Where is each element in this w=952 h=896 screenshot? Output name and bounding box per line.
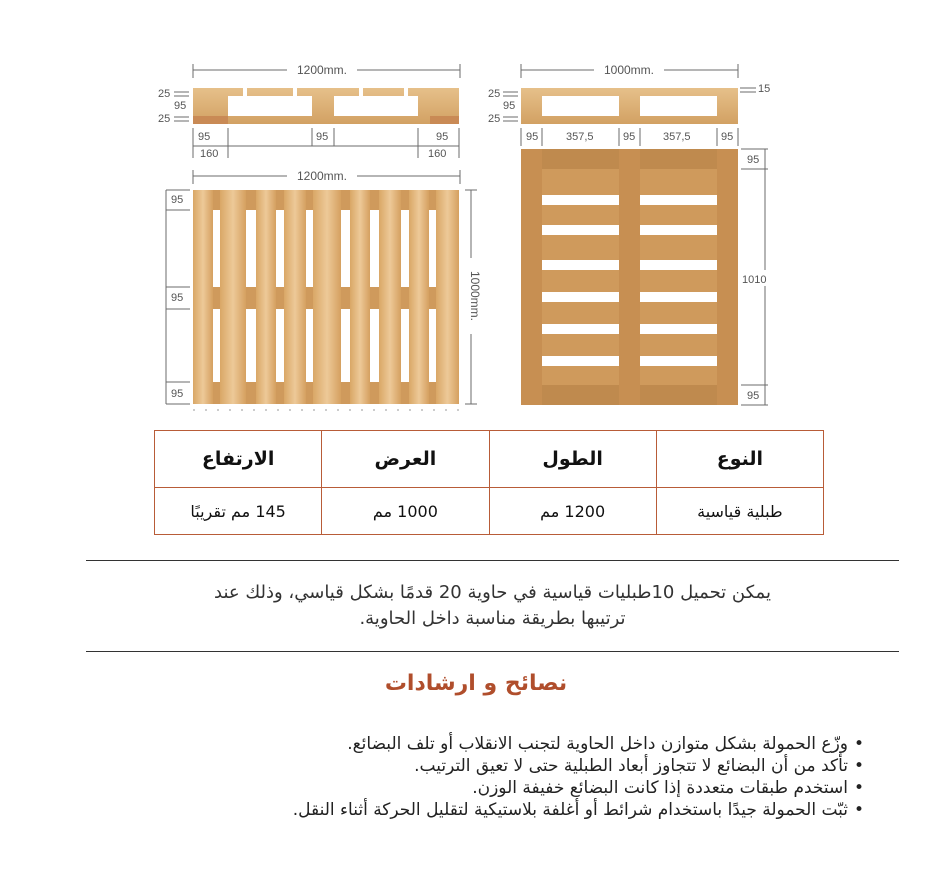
divider-bottom (86, 651, 899, 652)
right-board-dim-1: 95 (747, 154, 760, 166)
left-block-spacing-2: 160 (428, 148, 447, 160)
divider-top (86, 560, 899, 561)
left-block-dim-3: 95 (436, 131, 449, 143)
left-plank-width-label: 1200mm. (296, 169, 348, 183)
cell-type: طبلية قياسية (656, 488, 823, 535)
pallet-spec-table (154, 430, 824, 535)
cell-width: 1000 مم (322, 488, 489, 535)
left-top-width-label: 1200mm. (296, 63, 348, 77)
right-pallet-top-view (521, 149, 768, 405)
list-item: • تأكد من أن البضائع لا تتجاوز أبعاد الطبلية حتى لا تعيق الترتيب. (293, 755, 866, 777)
left-side-height-3: 25 (158, 113, 171, 125)
right-pallet-side-view (488, 62, 770, 146)
right-board-dim-3: 95 (747, 390, 760, 402)
table-row (155, 488, 824, 535)
tips-title: نصائح و ارشادات (384, 671, 568, 696)
pallet-dimension-diagram (0, 0, 952, 420)
right-block-dim-2: 357,5 (566, 131, 594, 143)
right-block-dim-3: 95 (623, 131, 636, 143)
right-board-dim-2: 1010 (742, 274, 767, 286)
right-side-height-1: 25 (488, 88, 501, 100)
header-width: العرض (322, 431, 489, 488)
right-block-dim-5: 95 (721, 131, 734, 143)
left-board-dim-2: 95 (171, 292, 184, 304)
container-capacity-note (86, 580, 899, 632)
left-side-height-1: 25 (158, 88, 171, 100)
header-type: النوع (656, 431, 823, 488)
cell-height: 145 مم تقريبًا (155, 488, 322, 535)
list-item: • ثبّت الحمولة جيدًا باستخدام شرائط أو أغلفة بلاستيكية لتقليل الحركة أثناء النقل. (293, 799, 866, 821)
header-height: الارتفاع (155, 431, 322, 488)
left-board-dim-1: 95 (171, 194, 184, 206)
left-board-dim-3: 95 (171, 388, 184, 400)
left-block-dim-1: 95 (198, 131, 211, 143)
right-side-height-3: 25 (488, 113, 501, 125)
left-block-dim-2: 95 (316, 131, 329, 143)
table-header-row (155, 431, 824, 488)
right-top-thickness: 15 (758, 83, 771, 95)
left-pallet-side-view (158, 62, 460, 160)
right-side-height-2: 95 (503, 100, 516, 112)
note-line-2: ترتيبها بطريقة مناسبة داخل الحاوية. (359, 608, 626, 629)
cell-length: 1200 مم (489, 488, 656, 535)
left-side-height-2: 95 (174, 100, 187, 112)
right-block-dim-4: 357,5 (663, 131, 691, 143)
right-block-dim-1: 95 (526, 131, 539, 143)
list-item: • استخدم طبقات متعددة إذا كانت البضائع خفيفة الوزن. (293, 777, 866, 799)
list-item: • وزّع الحمولة بشكل متوازن داخل الحاوية لتجنب الانقلاب أو تلف البضائع. (293, 733, 866, 755)
left-depth-label: 1000mm. (468, 270, 482, 322)
right-top-width-label: 1000mm. (603, 63, 655, 77)
note-line-1: يمكن تحميل 10طبليات قياسية في حاوية 20 قدمًا بشكل قياسي، وذلك عند (214, 582, 771, 603)
tips-list (293, 733, 866, 821)
left-block-spacing-1: 160 (200, 148, 219, 160)
header-length: الطول (489, 431, 656, 488)
left-pallet-top-view (166, 168, 482, 410)
